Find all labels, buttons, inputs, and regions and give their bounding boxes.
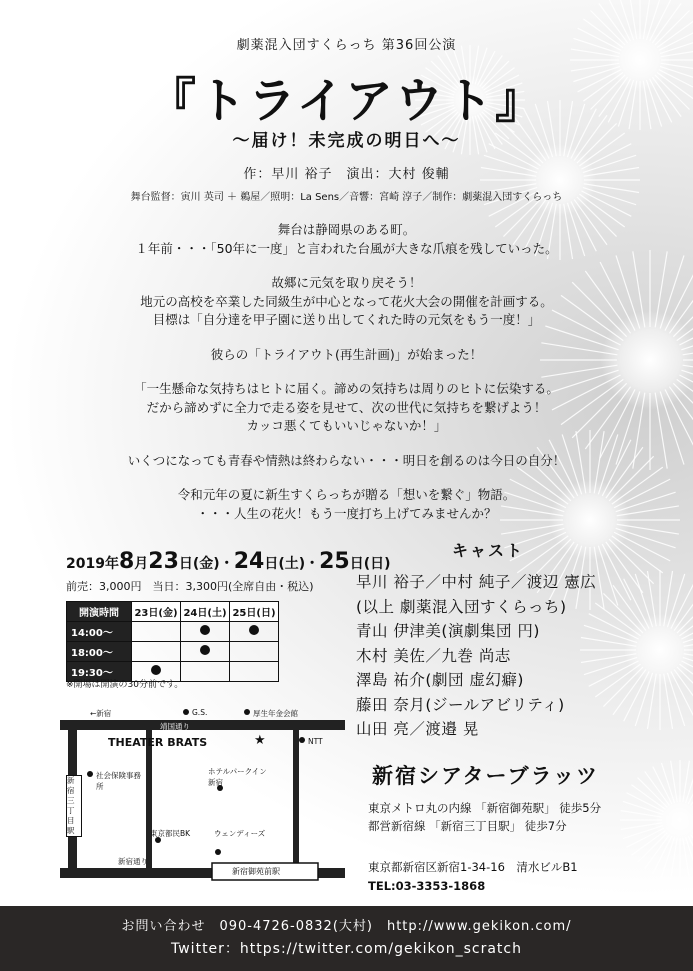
table-header: 25日(日)	[230, 602, 279, 622]
venue-access: 東京メトロ丸の内線 「新宿御苑駅」 徒歩5分 都営新宿線 「新宿三丁目駅」 徒歩7分	[368, 801, 602, 833]
schedule-note: ※開場は開演の30分前です。	[66, 680, 184, 690]
map-label: 厚生年金会館	[253, 709, 298, 718]
star-icon: ★	[254, 733, 266, 748]
map-label: 社会保険事務所	[96, 771, 141, 791]
map-label: NTT	[308, 737, 323, 746]
cast-line: 藤田 奈月(ジールアビリティ)	[356, 695, 565, 714]
table-row: 14:00〜	[67, 622, 279, 642]
map-label: ホテルパークイン新宿	[208, 767, 267, 787]
table-header: 開演時間	[67, 602, 132, 622]
table-header: 23日(金)	[132, 602, 181, 622]
performance-dot	[200, 645, 210, 655]
map-label: 新宿通り	[118, 857, 148, 866]
story-line: 令和元年の夏に新生すくらっちが贈る「想いを繋ぐ」物語。	[177, 487, 516, 502]
date-day: 24	[233, 549, 265, 574]
story-line: 地元の高校を卒業した同級生が中心となって花火大会の開催を計画する。	[140, 293, 553, 309]
contact-line[interactable]: お問い合わせ 090-4726-0832(大村) http://www.gekikon.com/	[121, 919, 572, 934]
map-label: ←新宿	[90, 709, 112, 718]
venue-address: 東京都新宿区新宿1-34-16 清水ビルB1 TEL:03-3353-1868	[368, 858, 578, 896]
credits-main: 作：早川 裕子 演出：大村 俊輔	[243, 167, 450, 182]
twitter-line[interactable]: Twitter：https://twitter.com/gekikon_scratch	[171, 941, 522, 957]
story-line: 目標は「自分達を甲子園に送り出してくれた時の元気をもう一度！」	[152, 312, 541, 327]
company-line: 劇薬混入団すくらっち 第36回公演	[236, 38, 457, 53]
date-month: 8	[118, 549, 135, 574]
table-header: 24日(土)	[181, 602, 230, 622]
map-label: 靖国通り	[160, 722, 190, 731]
story-line: 舞台は静岡県のある町。	[277, 222, 416, 237]
map-label: 新宿御苑前駅	[232, 867, 280, 876]
footer	[0, 906, 693, 971]
story-line: ・・・人生の花火！もう一度打ち上げてみませんか？	[196, 505, 497, 521]
cast-line: 澤島 祐介(劇団 虚幻癖)	[356, 671, 524, 689]
presale-price: 前売：3,000円	[66, 580, 142, 593]
map-label: ウェンディーズ	[214, 829, 266, 838]
story-line: 彼らの「トライアウト(再生計画)」が始まった！	[210, 346, 483, 362]
map-label: 東京都民BK	[150, 829, 191, 838]
schedule-table	[66, 601, 279, 682]
cast-line: 山田 亮／渡邉 晃	[356, 720, 479, 738]
cast-line: 木村 美佐／九巻 尚志	[356, 646, 511, 665]
story-line: １年前・・・「50年に一度」と言われた台風が大きな爪痕を残していった。	[135, 240, 558, 256]
story-line: だから諦めずに全力で走る姿を見せて、次の世代に気持ちを繋げよう！	[146, 399, 547, 415]
door-price: 当日：3,300円(全席自由・税込)	[152, 580, 314, 593]
story-line: 故郷に元気を取り戻そう！	[271, 275, 422, 290]
performance-dot	[151, 665, 161, 675]
access-map	[60, 700, 345, 890]
story-line: カッコ悪くてもいいじゃないか！」	[246, 418, 447, 433]
cast-list	[356, 570, 596, 742]
cast-heading: キャスト	[452, 541, 525, 560]
table-row: 19:30〜	[67, 662, 279, 682]
venue-tel: TEL:03-3353-1868	[368, 879, 486, 893]
story-line: 「一生懸命な気持ちはヒトに届く。諦めの気持ちは周りのヒトに伝染する。	[134, 381, 559, 396]
subtitle: 〜届け！未完成の明日へ〜	[232, 131, 461, 151]
venue-name: 新宿シアターブラッツ	[372, 764, 600, 788]
map-label: G.S.	[192, 708, 208, 717]
date-year: 2019年	[66, 556, 119, 572]
cast-line: 早川 裕子／中村 純子／渡辺 憲広	[356, 573, 597, 591]
story-line: いくつになっても青春や情熱は終わらない・・・明日を創るのは今日の自分！	[127, 452, 566, 468]
performance-dates: 2019年8月23日(金)・24日(土)・25日(日) 前売：3,000円 当日：3,300円(全席自由・税込)	[66, 549, 391, 593]
cast-line: (以上 劇薬混入団すくらっち)	[356, 597, 567, 616]
map-roads	[60, 700, 345, 890]
performance-dot	[200, 625, 210, 635]
cast-line: 青山 伊津美(演劇集団 円)	[356, 622, 540, 640]
map-label: 新宿三丁目駅	[66, 775, 82, 837]
theater-label: THEATER BRATS	[108, 736, 208, 749]
story-text	[0, 221, 693, 539]
date-day: 25	[319, 549, 350, 574]
credits-staff: 舞台監督：寅川 英司 ＋ 鵜屋／照明：La Sens／音響：宮崎 淳子／制作：劇薬混入団すくらっち	[130, 192, 563, 203]
performance-dot	[249, 625, 259, 635]
table-row: 18:00〜	[67, 642, 279, 662]
date-day: 23	[148, 549, 179, 574]
page-title: 『トライアウト』	[147, 73, 546, 129]
